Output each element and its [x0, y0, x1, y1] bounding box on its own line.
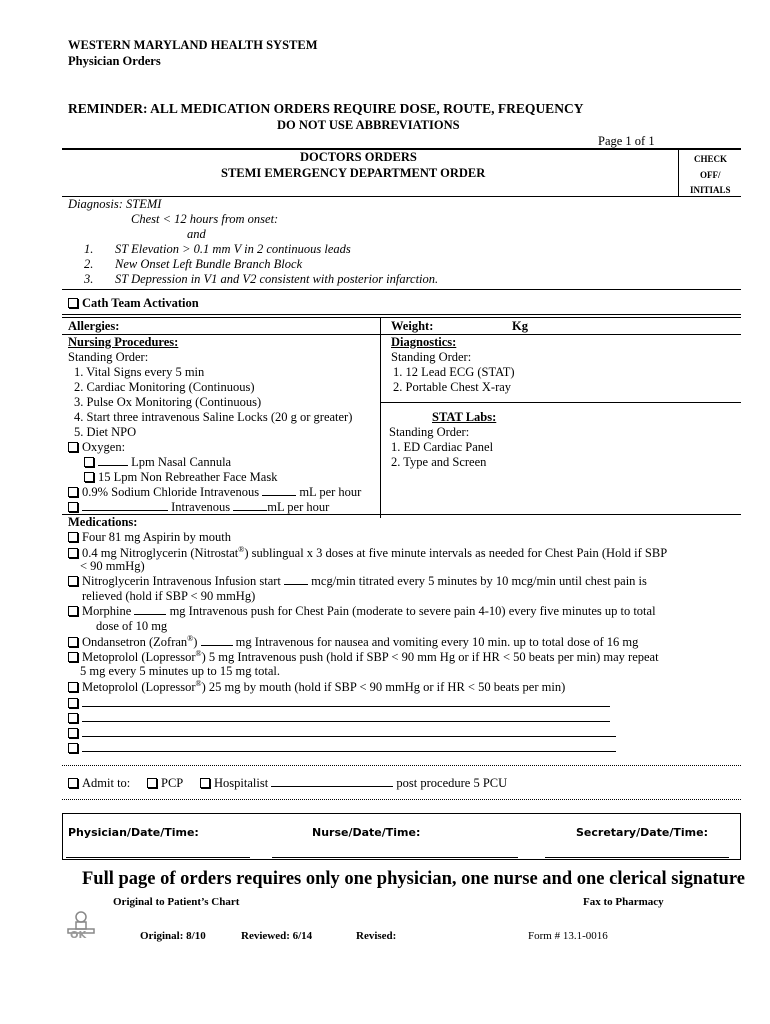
nursing-item: 4. Start three intravenous Saline Locks (20 g or greater)	[74, 410, 353, 424]
saline-option[interactable]	[68, 485, 361, 500]
no-abbrev: DO NOT USE ABBREVIATIONS	[277, 118, 460, 132]
nurse-signature-label: Nurse/Date/Time:	[312, 826, 421, 839]
physician-signature-label: Physician/Date/Time:	[68, 826, 199, 839]
check-label: CHECK	[694, 154, 728, 164]
registered-mark: ®	[187, 634, 194, 643]
kg-label: Kg	[512, 319, 528, 333]
nursing-item: 5. Diet NPO	[74, 425, 137, 439]
nitroglycerin-iv-order[interactable]	[68, 574, 647, 589]
reviewed-date: Reviewed: 6/14	[241, 930, 313, 942]
checkbox[interactable]	[68, 778, 78, 788]
order-blank[interactable]	[82, 726, 616, 737]
registered-mark: ®	[195, 649, 202, 658]
morphine-order[interactable]	[68, 604, 656, 619]
lab-item: 2. Type and Screen	[391, 455, 487, 469]
blank-order[interactable]	[68, 696, 610, 711]
order-text: ) 25 mg by mouth (hold if SBP < 90 mmHg or if HR < 50 beats per min)	[201, 680, 566, 695]
metoprolol-po-order[interactable]	[68, 679, 565, 695]
ondansetron-order[interactable]	[68, 634, 638, 650]
ml-blank[interactable]	[233, 500, 267, 511]
order-blank[interactable]	[82, 741, 616, 752]
dose-blank[interactable]	[201, 635, 233, 646]
checkbox[interactable]	[68, 743, 78, 753]
order-text: Four 81 mg Aspirin by mouth	[82, 530, 231, 544]
order-blank[interactable]	[82, 711, 610, 722]
weight-label: Weight:	[391, 319, 434, 333]
medications-label: Medications:	[68, 515, 138, 529]
checkbox[interactable]	[68, 698, 78, 708]
nonrebreather-label: 15 Lpm Non Rebreather Face Mask	[98, 470, 278, 484]
nursing-item: 1. Vital Signs every 5 min	[74, 365, 205, 379]
original-to-chart: Original to Patient’s Chart	[113, 896, 240, 908]
order-text: Ondansetron (Zofran	[82, 635, 188, 650]
diagnosis-num: 3.	[84, 272, 94, 286]
rule	[62, 289, 741, 290]
order-text: dose of 10 mg	[96, 619, 168, 633]
nonrebreather-option[interactable]	[84, 470, 277, 485]
nursing-item: 2. Cardiac Monitoring (Continuous)	[74, 380, 255, 394]
nursing-item: 3. Pulse Ox Monitoring (Continuous)	[74, 395, 262, 409]
aspirin-order[interactable]	[68, 530, 231, 545]
check-label: OFF/	[700, 170, 721, 180]
checkbox[interactable]	[68, 713, 78, 723]
nurse-signature-line[interactable]	[272, 857, 518, 858]
lpm-blank[interactable]	[98, 455, 128, 466]
checkbox[interactable]	[68, 502, 78, 512]
order-text: mg Intravenous push for Chest Pain (moderate to severe pain 4-10) every five minutes up to total	[169, 604, 656, 618]
checkbox[interactable]	[84, 472, 94, 482]
rule	[62, 196, 741, 197]
checkbox[interactable]	[68, 682, 78, 692]
order-text: mcg/min titrated every 5 minutes by 10 mcg/min until chest pain is	[311, 574, 647, 588]
checkbox[interactable]	[68, 548, 78, 558]
order-blank[interactable]	[82, 696, 610, 707]
blank-order[interactable]	[68, 741, 616, 756]
saline-label: 0.9% Sodium Chloride Intravenous	[82, 485, 260, 499]
stat-labs-label: STAT Labs:	[432, 410, 497, 424]
blank-order[interactable]	[68, 726, 616, 741]
signature-note: Full page of orders requires only one physician, one nurse and one clerical signature	[82, 869, 745, 889]
rule	[62, 514, 741, 515]
lab-item: 1. ED Cardiac Panel	[391, 440, 494, 454]
physician-signature-line[interactable]	[66, 857, 250, 858]
post-procedure-text: post procedure 5 PCU	[396, 776, 508, 790]
rule	[62, 765, 741, 766]
order-text: 5 mg every 5 minutes up to 15 mg total.	[80, 664, 280, 678]
nursing-procedures-label: Nursing Procedures:	[68, 335, 179, 349]
nasal-cannula-option[interactable]	[84, 455, 231, 470]
checkbox[interactable]	[68, 606, 78, 616]
ml-blank[interactable]	[262, 485, 296, 496]
checkbox[interactable]	[68, 532, 78, 542]
checkbox[interactable]	[68, 728, 78, 738]
checkbox[interactable]	[68, 442, 78, 452]
revised-date: Revised:	[356, 930, 397, 942]
checkbox[interactable]	[68, 487, 78, 497]
checkbox[interactable]	[68, 576, 78, 586]
title-line2: STEMI EMERGENCY DEPARTMENT ORDER	[221, 166, 486, 180]
order-text: Metoprolol (Lopressor	[82, 650, 196, 665]
secretary-signature-line[interactable]	[545, 857, 729, 858]
nasal-label: Lpm Nasal Cannula	[131, 455, 232, 469]
diagnosis-num: 2.	[84, 257, 94, 271]
fax-to-pharmacy: Fax to Pharmacy	[583, 896, 664, 908]
ok-stamp-text: OK	[70, 930, 87, 941]
checkbox[interactable]	[147, 778, 157, 788]
standing-order-label: Standing Order:	[389, 425, 470, 439]
org-name: WESTERN MARYLAND HEALTH SYSTEM	[68, 38, 318, 52]
oxygen-label: Oxygen:	[82, 440, 126, 454]
hospitalist-blank[interactable]	[271, 776, 393, 787]
checkbox[interactable]	[68, 298, 78, 308]
order-text: ) sublingual x 3 doses at five minute intervals as needed for Chest Pain (Hold if SBP	[244, 546, 668, 561]
iv-fluid-blank[interactable]	[82, 500, 168, 511]
admit-hospitalist[interactable]	[200, 776, 507, 791]
allergies-label: Allergies:	[68, 319, 120, 333]
rule	[678, 148, 679, 196]
order-text: relieved (hold if SBP < 90 mmHg)	[82, 589, 256, 603]
diagnostic-item: 2. Portable Chest X-ray	[393, 380, 512, 394]
diagnosis-num: 1.	[84, 242, 94, 256]
diagnosis-chest: Chest < 12 hours from onset:	[131, 212, 279, 226]
cath-label: Cath Team Activation	[82, 296, 199, 310]
checkbox[interactable]	[68, 652, 78, 662]
order-text: Nitroglycerin Intravenous Infusion start	[82, 574, 281, 588]
registered-mark: ®	[238, 545, 245, 554]
diagnostic-item: 1. 12 Lead ECG (STAT)	[393, 365, 515, 379]
admit-label[interactable]	[68, 776, 130, 791]
diagnosis-label: Diagnosis: STEMI	[68, 197, 162, 211]
order-text: )	[193, 635, 198, 650]
saline-unit: mL per hour	[299, 485, 362, 499]
title-line1: DOCTORS ORDERS	[300, 150, 417, 164]
dose-blank[interactable]	[134, 604, 166, 615]
rule	[380, 402, 741, 403]
diagnosis-item: ST Elevation > 0.1 mm V in 2 continuous leads	[115, 242, 351, 256]
doc-subtitle: Physician Orders	[68, 54, 161, 68]
checkbox[interactable]	[200, 778, 210, 788]
reminder: REMINDER: ALL MEDICATION ORDERS REQUIRE DOSE, ROUTE, FREQUENCY	[68, 101, 584, 116]
order-text: Metoprolol (Lopressor	[82, 680, 196, 695]
check-label: INITIALS	[690, 185, 731, 195]
iv-unit: mL per hour	[267, 500, 330, 514]
metoprolol-iv-order[interactable]	[68, 649, 659, 665]
diagnosis-item: ST Depression in V1 and V2 consistent with posterior infarction.	[115, 272, 439, 286]
column-divider	[380, 318, 381, 518]
iv-option[interactable]	[68, 500, 329, 515]
rule	[62, 799, 741, 800]
page-number: Page 1 of 1	[598, 134, 655, 148]
order-text: < 90 mmHg)	[80, 559, 145, 573]
order-text: Morphine	[82, 604, 132, 618]
order-text: 0.4 mg Nitroglycerin (Nitrostat	[82, 546, 239, 561]
secretary-signature-label: Secretary/Date/Time:	[576, 826, 708, 839]
admit-text: Admit to:	[82, 776, 131, 790]
standing-order-label: Standing Order:	[391, 350, 472, 364]
hospitalist-text: Hospitalist	[214, 776, 269, 790]
oxygen-option[interactable]	[68, 440, 125, 455]
form-number: Form # 13.1-0016	[528, 930, 608, 942]
blank-order[interactable]	[68, 711, 610, 726]
original-date: Original: 8/10	[140, 930, 206, 942]
registered-mark: ®	[195, 679, 202, 688]
order-text: ) 5 mg Intravenous push (hold if SBP < 90 mm Hg or if HR < 50 beats per min) may repeat	[201, 650, 659, 665]
nitroglycerin-sl-order[interactable]	[68, 545, 667, 561]
iv-label: Intravenous	[171, 500, 231, 514]
cath-team-activation[interactable]	[68, 296, 199, 311]
dose-blank[interactable]	[284, 574, 308, 585]
order-text: mg Intravenous for nausea and vomiting every 10 min. up to total dose of 16 mg	[235, 635, 639, 650]
standing-order-label: Standing Order:	[68, 350, 149, 364]
diagnostics-label: Diagnostics:	[391, 335, 457, 349]
rule	[62, 314, 741, 315]
checkbox[interactable]	[68, 637, 78, 647]
pcp-text: PCP	[161, 776, 184, 790]
diagnosis-item: New Onset Left Bundle Branch Block	[115, 257, 303, 271]
checkbox[interactable]	[84, 457, 94, 467]
admit-pcp[interactable]	[147, 776, 183, 791]
diagnosis-and: and	[187, 227, 206, 241]
rule	[62, 317, 741, 318]
